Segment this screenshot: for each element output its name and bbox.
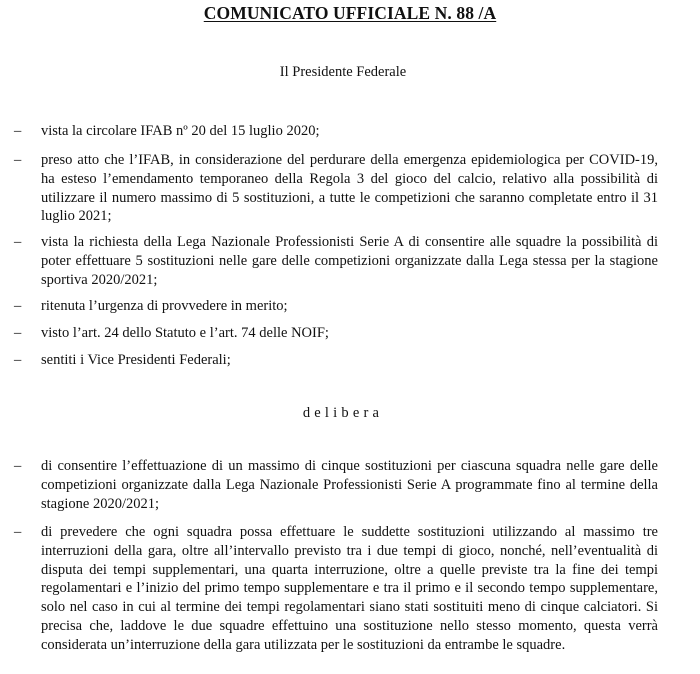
bullet-dash: –: [14, 234, 22, 250]
premise-text: preso atto che l’IFAB, in considerazione del perdurare della emergenza epidemiologica per COVID-19, ha esteso l’emendamento temporaneo della Regola 3 del gioco del calcio, relativo alla possibilità di utilizzare il numero massimo di 5 sostituzioni, a tutte le competizioni che saranno completate entro il 31 luglio 2021;: [41, 152, 658, 225]
premise-text: sentiti i Vice Presidenti Federali;: [41, 352, 231, 368]
premise-text: vista la richiesta della Lega Nazionale Professionisti Serie A di consentire alle squadre la possibilità di poter effettuare 5 sostituzioni nelle gare delle competizioni organizzate dalla Lega stessa per la stagione sportiva 2020/2021;: [41, 234, 658, 288]
bullet-dash: –: [14, 152, 22, 168]
document-title-text: COMUNICATO UFFICIALE N. 88 /A: [203, 3, 497, 23]
document-title: [0, 3, 700, 24]
bullet-dash: –: [14, 123, 22, 139]
resolution-text: di consentire l’effettuazione di un massimo di cinque sostituzioni per ciascuna squadra nelle gare delle competizioni organizzate dalla Lega Nazionale Professionisti Serie A programmate fino al termine della stagione 2020/2021;: [41, 458, 658, 512]
bullet-dash: –: [14, 524, 22, 540]
resolution-text: di prevedere che ogni squadra possa effettuare le suddette sostituzioni utilizzando al massimo tre interruzioni della gara, oltre all’intervallo previsto tra i due tempi di gioco, nonché, nell’eventualità di disputa dei tempi supplementari, una quarta interruzione, oltre a quelle previste tra la fine dei tempi regolamentari e l’inizio del primo tempo supplementare e tra il primo e il secondo tempo supplementare, solo nel caso in cui al termine dei tempi regolamentari siano stati sostituiti meno di cinque calciatori. Si precisa che, laddove le due squadre effettuino una sostituzione nello stesso momento, questa verrà considerata un’interruzione della gara utilizzata per le sostituzioni da entrambe le squadre.: [41, 524, 658, 653]
resolution-heading: delibera: [302, 405, 384, 421]
premise-text: ritenuta l’urgenza di provvedere in merito;: [41, 298, 288, 314]
bullet-dash: –: [14, 298, 22, 314]
bullet-dash: –: [14, 325, 22, 341]
premise-text: visto l’art. 24 dello Statuto e l’art. 74 delle NOIF;: [41, 325, 329, 341]
bullet-dash: –: [14, 458, 22, 474]
premise-text: vista la circolare IFAB nº 20 del 15 luglio 2020;: [41, 123, 320, 139]
issuer-heading: Il Presidente Federale: [279, 64, 407, 80]
bullet-dash: –: [14, 352, 22, 368]
